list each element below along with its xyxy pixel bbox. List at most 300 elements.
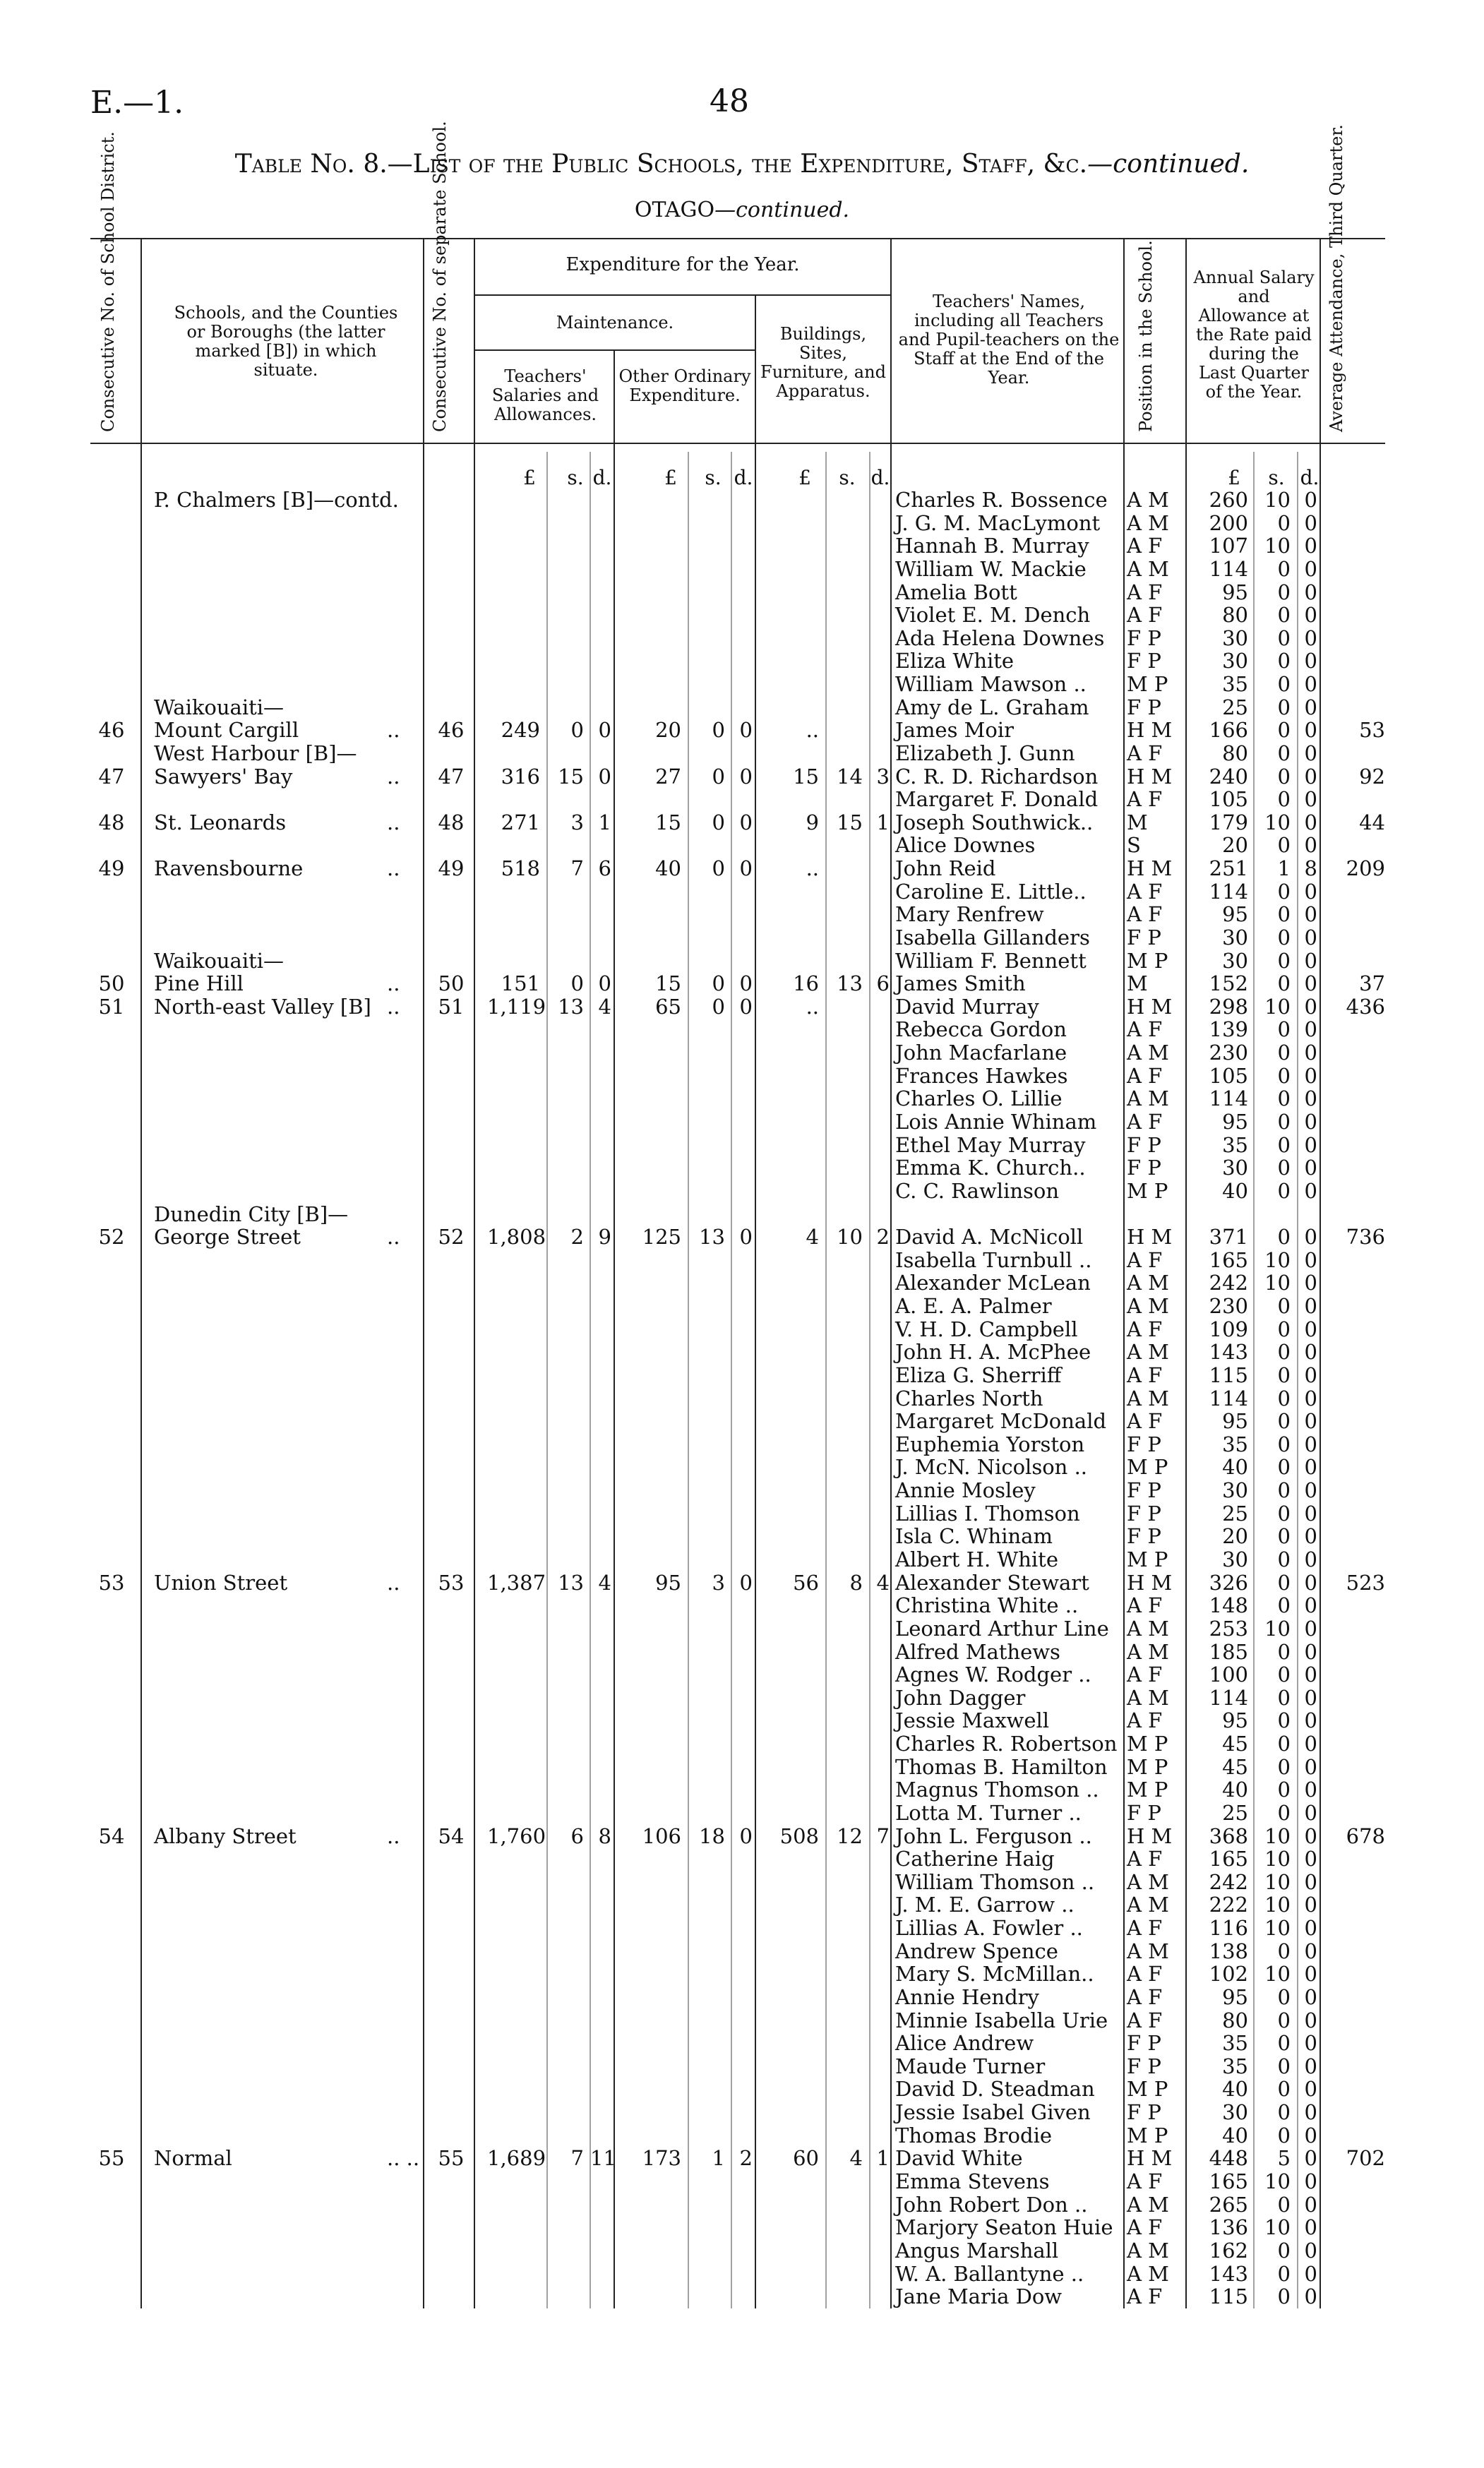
- teacher-name: Emma K. Church..: [895, 1156, 1086, 1180]
- salary-pence: 0: [1304, 1616, 1317, 1641]
- salary-shillings: 0: [1277, 971, 1291, 996]
- salary-shillings: 0: [1277, 649, 1291, 673]
- teacher-position: F P: [1127, 2031, 1161, 2056]
- teacher-name: Jane Maria Dow: [895, 2284, 1063, 2309]
- salary-pounds: 30: [1222, 625, 1248, 650]
- salary-pence: 0: [1304, 2215, 1317, 2240]
- table-row: [0, 2239, 1484, 2263]
- salary-pence: 0: [1304, 925, 1317, 950]
- teacher-position: H M: [1127, 2146, 1173, 2171]
- teacher-name: Mary Renfrew: [895, 902, 1044, 927]
- salary-pounds: 30: [1222, 1156, 1248, 1180]
- teacher-name: Jessie Maxwell: [895, 1708, 1050, 1733]
- other-pence: 0: [739, 718, 753, 743]
- teacher-name: David Murray: [895, 994, 1039, 1019]
- salary-shillings: 10: [1264, 534, 1291, 558]
- other-shillings: 0: [712, 764, 725, 789]
- table-row: [0, 1087, 1484, 1110]
- salary-pence: 0: [1304, 1432, 1317, 1456]
- salary-pounds: 242: [1209, 1869, 1248, 1894]
- table-row: [0, 581, 1484, 604]
- salary-pounds: 148: [1209, 1593, 1248, 1618]
- teacher-position: M P: [1127, 1732, 1168, 1756]
- table-row: [0, 1940, 1484, 1963]
- salary-shillings: 0: [1277, 2123, 1291, 2147]
- teacher-name: Lillias I. Thomson: [895, 1501, 1080, 1526]
- salaries-pounds: 151: [501, 971, 540, 996]
- header-buildings: Buildings, Sites, Furniture, and Apparatus.: [760, 324, 886, 401]
- table-row: [0, 2055, 1484, 2078]
- school-name: P. Chalmers [B]—contd.: [154, 488, 399, 512]
- buildings-shillings: 4: [849, 2146, 863, 2171]
- salaries-pence: 8: [598, 1823, 611, 1848]
- teacher-position: F P: [1127, 649, 1161, 673]
- teacher-position: A F: [1127, 1409, 1163, 1434]
- table-row: [0, 649, 1484, 673]
- school-name: Union Street: [154, 1570, 288, 1595]
- teacher-name: William Mawson ..: [895, 672, 1087, 697]
- teacher-position: A F: [1127, 1362, 1163, 1387]
- region-name: OTAGO: [634, 198, 715, 222]
- salaries-pence: 11: [590, 2146, 616, 2171]
- teacher-position: F P: [1127, 925, 1161, 950]
- salary-shillings: 0: [1277, 2077, 1291, 2102]
- teacher-name: Alexander McLean: [895, 1271, 1091, 1295]
- salary-pounds: 30: [1222, 1478, 1248, 1503]
- teacher-position: F P: [1127, 2054, 1161, 2078]
- teacher-position: A F: [1127, 2215, 1163, 2240]
- school-number: 46: [438, 718, 465, 743]
- district-number: 47: [98, 764, 125, 789]
- salary-shillings: 10: [1264, 1823, 1291, 1848]
- salary-pence: 0: [1304, 1017, 1317, 1042]
- table-row: [0, 2009, 1484, 2032]
- salary-shillings: 1: [1277, 856, 1291, 881]
- district-number: 52: [98, 1225, 125, 1250]
- salary-shillings: 0: [1277, 1362, 1291, 1387]
- salary-pounds: 30: [1222, 925, 1248, 950]
- salary-shillings: 0: [1277, 948, 1291, 973]
- salary-shillings: 0: [1277, 1663, 1291, 1687]
- buildings-pounds: ..: [806, 718, 819, 743]
- teacher-position: S: [1127, 833, 1141, 858]
- salary-shillings: 10: [1264, 994, 1291, 1019]
- salary-pounds: 139: [1209, 1017, 1248, 1042]
- salary-pounds: 95: [1222, 1110, 1248, 1134]
- table-row: [0, 1341, 1484, 1364]
- salary-pounds: 95: [1222, 1984, 1248, 2009]
- other-pounds: 15: [655, 810, 681, 834]
- salary-pence: 0: [1304, 1409, 1317, 1434]
- table-row: [0, 742, 1484, 765]
- salary-pence: 0: [1304, 2146, 1317, 2171]
- buildings-pence: 1: [876, 810, 890, 834]
- salary-pence: 0: [1304, 1063, 1317, 1088]
- table-row: [0, 1893, 1484, 1917]
- teacher-name: William W. Mackie: [895, 556, 1087, 581]
- salary-shillings: 0: [1277, 695, 1291, 719]
- salary-shillings: 0: [1277, 925, 1291, 950]
- salaries-pounds: 1,119: [487, 994, 546, 1019]
- salary-pounds: 35: [1222, 1132, 1248, 1157]
- school-name: Dunedin City [B]—: [154, 1202, 349, 1226]
- salary-pounds: 448: [1209, 2146, 1248, 2171]
- teacher-name: Hannah B. Murray: [895, 534, 1089, 558]
- table-row: [0, 489, 1484, 512]
- table-row: [0, 1687, 1484, 1710]
- other-shillings: 13: [699, 1225, 725, 1250]
- table-row: [0, 1502, 1484, 1526]
- salary-pence: 0: [1304, 948, 1317, 973]
- salary-shillings: 0: [1277, 1317, 1291, 1341]
- salaries-pounds: 1,387: [487, 1570, 546, 1595]
- salary-pence: 0: [1304, 902, 1317, 927]
- table-row: [0, 534, 1484, 558]
- salary-shillings: 0: [1277, 1501, 1291, 1526]
- teacher-name: Eliza G. Sherriff: [895, 1362, 1062, 1387]
- teacher-name: Emma Stevens: [895, 2169, 1050, 2193]
- teacher-name: Annie Hendry: [895, 1984, 1039, 2009]
- salary-pence: 0: [1304, 2077, 1317, 2102]
- salary-shillings: 0: [1277, 718, 1291, 743]
- teacher-position: F P: [1127, 1432, 1161, 1456]
- teacher-position: A M: [1127, 510, 1169, 535]
- teacher-name: Eliza White: [895, 649, 1015, 673]
- table-row: [0, 1134, 1484, 1157]
- salary-pence: 0: [1304, 2169, 1317, 2193]
- buildings-pence: 6: [876, 971, 890, 996]
- salary-shillings: 10: [1264, 1847, 1291, 1871]
- salary-pence: 0: [1304, 603, 1317, 628]
- teacher-position: F P: [1127, 1156, 1161, 1180]
- teacher-position: F P: [1127, 1501, 1161, 1526]
- teacher-name: Charles R. Bossence: [895, 488, 1108, 512]
- other-pounds: 173: [642, 2146, 681, 2171]
- school-name: Ravensbourne: [154, 856, 304, 881]
- teacher-name: Alice Downes: [895, 833, 1036, 858]
- teacher-name: Thomas B. Hamilton: [895, 1754, 1108, 1779]
- school-name: West Harbour [B]—: [154, 741, 357, 765]
- header-expenditure: Expenditure for the Year.: [566, 254, 800, 275]
- salary-pence: 0: [1304, 2031, 1317, 2056]
- salary-pounds: 165: [1209, 2169, 1248, 2193]
- teacher-name: Ethel May Murray: [895, 1132, 1086, 1157]
- table-row: [0, 1318, 1484, 1341]
- salary-pounds: 80: [1222, 603, 1248, 628]
- table-row: [0, 811, 1484, 834]
- teacher-name: J. M. E. Garrow ..: [895, 1893, 1075, 1917]
- teacher-position: F P: [1127, 1478, 1161, 1503]
- header-teachers: Teachers' Names, including all Teachers and Pupil-teachers on the Staff at the End of the Year.: [898, 292, 1120, 388]
- salary-pence: 0: [1304, 1178, 1317, 1203]
- salary-pence: 0: [1304, 2008, 1317, 2032]
- salary-pence: 0: [1304, 971, 1317, 996]
- teacher-position: A F: [1127, 1593, 1163, 1618]
- school-name: St. Leonards: [154, 810, 287, 834]
- salary-pounds: 100: [1209, 1663, 1248, 1687]
- table-row: [0, 1271, 1484, 1295]
- salary-pounds: 368: [1209, 1823, 1248, 1848]
- teacher-name: James Moir: [895, 718, 1014, 743]
- salary-shillings: 0: [1277, 1524, 1291, 1549]
- salaries-shillings: 2: [570, 1225, 584, 1250]
- salary-shillings: 0: [1277, 1547, 1291, 1571]
- teacher-position: F P: [1127, 1800, 1161, 1825]
- salary-pounds: 20: [1222, 833, 1248, 858]
- table-row: [0, 1180, 1484, 1203]
- salary-pounds: 25: [1222, 695, 1248, 719]
- teacher-name: William Thomson ..: [895, 1869, 1095, 1894]
- table-row: [0, 604, 1484, 627]
- salary-shillings: 0: [1277, 672, 1291, 697]
- school-name: Pine Hill: [154, 971, 244, 996]
- salary-pence: 0: [1304, 1547, 1317, 1571]
- salary-pounds: 253: [1209, 1616, 1248, 1641]
- table-row: [0, 1226, 1484, 1249]
- table-row: [0, 995, 1484, 1019]
- salary-pence: 0: [1304, 2238, 1317, 2263]
- teacher-name: James Smith: [895, 971, 1026, 996]
- table-row: [0, 696, 1484, 719]
- salary-pence: 0: [1304, 1294, 1317, 1319]
- table-row: [0, 880, 1484, 904]
- salary-shillings: 0: [1277, 2031, 1291, 2056]
- page-number: 48: [710, 83, 749, 119]
- salary-pence: 0: [1304, 649, 1317, 673]
- teacher-name: C. R. D. Richardson: [895, 764, 1099, 789]
- salary-shillings: 0: [1277, 580, 1291, 604]
- salary-shillings: 10: [1264, 1616, 1291, 1641]
- leader-dots: ..: [387, 856, 400, 881]
- salary-pounds: 95: [1222, 1708, 1248, 1733]
- salary-pence: 0: [1304, 2261, 1317, 2286]
- page-reference: E.—1.: [90, 85, 184, 121]
- table-main-title: —List of the Public Schools, the Expenditure, Staff, &c.: [387, 150, 1088, 179]
- salaries-pounds: 249: [501, 718, 540, 743]
- salary-shillings: 0: [1277, 1639, 1291, 1664]
- salary-shillings: 10: [1264, 1247, 1291, 1272]
- salary-pence: 0: [1304, 672, 1317, 697]
- salaries-pence: 0: [598, 971, 611, 996]
- salaries-pounds: 518: [501, 856, 540, 881]
- salary-pence: 0: [1304, 1132, 1317, 1157]
- teacher-position: H M: [1127, 994, 1173, 1019]
- buildings-shillings: 10: [837, 1225, 863, 1250]
- buildings-shillings: 15: [837, 810, 863, 834]
- salary-shillings: 0: [1277, 833, 1291, 858]
- salary-pence: 0: [1304, 787, 1317, 812]
- teacher-name: Amelia Bott: [895, 580, 1017, 604]
- table-row: [0, 2032, 1484, 2055]
- teacher-name: Magnus Thomson ..: [895, 1778, 1099, 1802]
- buildings-pence: 2: [876, 1225, 890, 1250]
- teacher-name: Euphemia Yorston: [895, 1432, 1085, 1456]
- teacher-position: A M: [1127, 2192, 1169, 2217]
- salary-shillings: 0: [1277, 1132, 1291, 1157]
- teacher-position: M P: [1127, 2077, 1168, 2102]
- buildings-pounds: 4: [806, 1225, 819, 1250]
- leader-dots: .. ..: [387, 2146, 420, 2171]
- salary-pence: 0: [1304, 1916, 1317, 1941]
- table-row: [0, 2285, 1484, 2308]
- salary-pounds: 107: [1209, 534, 1248, 558]
- salary-pence: 0: [1304, 695, 1317, 719]
- teacher-name: Joseph Southwick..: [895, 810, 1094, 834]
- teacher-position: A F: [1127, 902, 1163, 927]
- teacher-position: A M: [1127, 1386, 1169, 1410]
- teacher-name: Lillias A. Fowler ..: [895, 1916, 1083, 1941]
- salary-pounds: 114: [1209, 1386, 1248, 1410]
- teacher-name: Margaret McDonald: [895, 1409, 1107, 1434]
- teacher-name: Alice Andrew: [895, 2031, 1034, 2056]
- teacher-position: M P: [1127, 1754, 1168, 1779]
- table-row: [0, 765, 1484, 789]
- salary-pence: 0: [1304, 1984, 1317, 2009]
- teacher-position: A F: [1127, 1962, 1163, 1987]
- district-number: 46: [98, 718, 125, 743]
- table-row: [0, 1871, 1484, 1894]
- table-row: [0, 857, 1484, 880]
- salaries-pence: 9: [598, 1225, 611, 1250]
- teacher-position: A M: [1127, 1086, 1169, 1111]
- salary-pounds: 200: [1209, 510, 1248, 535]
- average-attendance: 53: [1359, 718, 1385, 743]
- salary-shillings: 0: [1277, 1455, 1291, 1480]
- buildings-pence: 3: [876, 764, 890, 789]
- teacher-position: A F: [1127, 2284, 1163, 2309]
- buildings-pounds: ..: [806, 856, 819, 881]
- salary-pence: 0: [1304, 488, 1317, 512]
- salary-shillings: 0: [1277, 787, 1291, 812]
- salary-pounds: 116: [1209, 1916, 1248, 1941]
- table-row: [0, 1963, 1484, 1986]
- salary-pounds: 114: [1209, 879, 1248, 904]
- teacher-name: Maude Turner: [895, 2054, 1046, 2078]
- table-row: [0, 2263, 1484, 2286]
- salary-pence: 0: [1304, 741, 1317, 765]
- salary-pounds: 102: [1209, 1962, 1248, 1987]
- salary-pence: 0: [1304, 833, 1317, 858]
- salary-pence: 0: [1304, 1524, 1317, 1549]
- other-shillings: 1: [712, 2146, 725, 2171]
- other-pounds: 20: [655, 718, 681, 743]
- other-pence: 0: [739, 856, 753, 881]
- teacher-position: A F: [1127, 2169, 1163, 2193]
- district-number: 55: [98, 2146, 125, 2171]
- teacher-name: Charles North: [895, 1386, 1043, 1410]
- other-pounds: 95: [655, 1570, 681, 1595]
- teacher-name: Mary S. McMillan..: [895, 1962, 1094, 1987]
- salary-pence: 0: [1304, 1823, 1317, 1848]
- teacher-name: Christina White ..: [895, 1593, 1079, 1618]
- table-row: [0, 1387, 1484, 1410]
- other-pounds: 65: [655, 994, 681, 1019]
- teacher-position: F P: [1127, 695, 1161, 719]
- salary-pounds: 40: [1222, 2123, 1248, 2147]
- salary-shillings: 0: [1277, 902, 1291, 927]
- salary-pence: 0: [1304, 1663, 1317, 1687]
- leader-dots: ..: [387, 994, 400, 1019]
- table-row: [0, 1433, 1484, 1456]
- teacher-position: H M: [1127, 764, 1173, 789]
- teacher-position: F P: [1127, 2100, 1161, 2125]
- salary-pounds: 114: [1209, 1086, 1248, 1111]
- teacher-position: A F: [1127, 1110, 1163, 1134]
- table-row: [0, 1479, 1484, 1502]
- salary-pence: 0: [1304, 1455, 1317, 1480]
- school-name: Mount Cargill: [154, 718, 299, 743]
- salaries-shillings: 0: [570, 718, 584, 743]
- school-number: 50: [438, 971, 465, 996]
- district-number: 54: [98, 1823, 125, 1848]
- teacher-position: A M: [1127, 2238, 1169, 2263]
- unit-pence-salary: d.: [1300, 466, 1320, 489]
- table-row: [0, 1018, 1484, 1041]
- teacher-position: M P: [1127, 1178, 1168, 1203]
- teacher-name: Jessie Isabel Given: [895, 2100, 1091, 2125]
- table-row: [0, 2124, 1484, 2147]
- table-row: [0, 1641, 1484, 1664]
- teacher-position: H M: [1127, 718, 1173, 743]
- salary-pounds: 109: [1209, 1317, 1248, 1341]
- salary-pence: 0: [1304, 810, 1317, 834]
- salary-shillings: 0: [1277, 741, 1291, 765]
- salary-pounds: 222: [1209, 1893, 1248, 1917]
- salary-shillings: 0: [1277, 1800, 1291, 1825]
- teacher-position: H M: [1127, 1823, 1173, 1848]
- salary-pounds: 138: [1209, 1939, 1248, 1963]
- salary-shillings: 0: [1277, 2192, 1291, 2217]
- table-row: [0, 1249, 1484, 1272]
- salary-pence: 0: [1304, 1869, 1317, 1894]
- teacher-position: M P: [1127, 1778, 1168, 1802]
- salary-shillings: 0: [1277, 1432, 1291, 1456]
- salary-pence: 0: [1304, 1754, 1317, 1779]
- teacher-position: A M: [1127, 1639, 1169, 1664]
- teacher-name: Isla C. Whinam: [895, 1524, 1053, 1549]
- teacher-position: A F: [1127, 603, 1163, 628]
- table-row: [0, 1802, 1484, 1825]
- table-row: [0, 926, 1484, 950]
- salary-pounds: 40: [1222, 1178, 1248, 1203]
- table-row: [0, 1663, 1484, 1687]
- header-salary: Annual Salary and Allowance at the Rate paid during the Last Quarter of the Year.: [1193, 268, 1315, 402]
- teacher-name: John Robert Don ..: [895, 2192, 1088, 2217]
- teacher-position: M P: [1127, 948, 1168, 973]
- salaries-pence: 4: [598, 994, 611, 1019]
- salary-pence: 0: [1304, 1847, 1317, 1871]
- salary-pence: 0: [1304, 1086, 1317, 1111]
- teacher-name: Charles O. Lillie: [895, 1086, 1063, 1111]
- teacher-name: Alexander Stewart: [895, 1570, 1089, 1595]
- salary-pence: 0: [1304, 718, 1317, 743]
- table-row: [0, 1041, 1484, 1065]
- table-row: [0, 673, 1484, 696]
- salary-shillings: 0: [1277, 556, 1291, 581]
- salary-pence: 0: [1304, 1593, 1317, 1618]
- teacher-position: A F: [1127, 1916, 1163, 1941]
- teacher-name: Albert H. White: [895, 1547, 1058, 1571]
- salary-shillings: 0: [1277, 1340, 1291, 1365]
- unit-shilling-other: s.: [705, 466, 722, 489]
- school-number: 54: [438, 1823, 465, 1848]
- teacher-position: F P: [1127, 1132, 1161, 1157]
- other-shillings: 0: [712, 971, 725, 996]
- salaries-shillings: 7: [570, 2146, 584, 2171]
- other-pence: 0: [739, 764, 753, 789]
- buildings-pence: 7: [876, 1823, 890, 1848]
- salary-pence: 0: [1304, 1247, 1317, 1272]
